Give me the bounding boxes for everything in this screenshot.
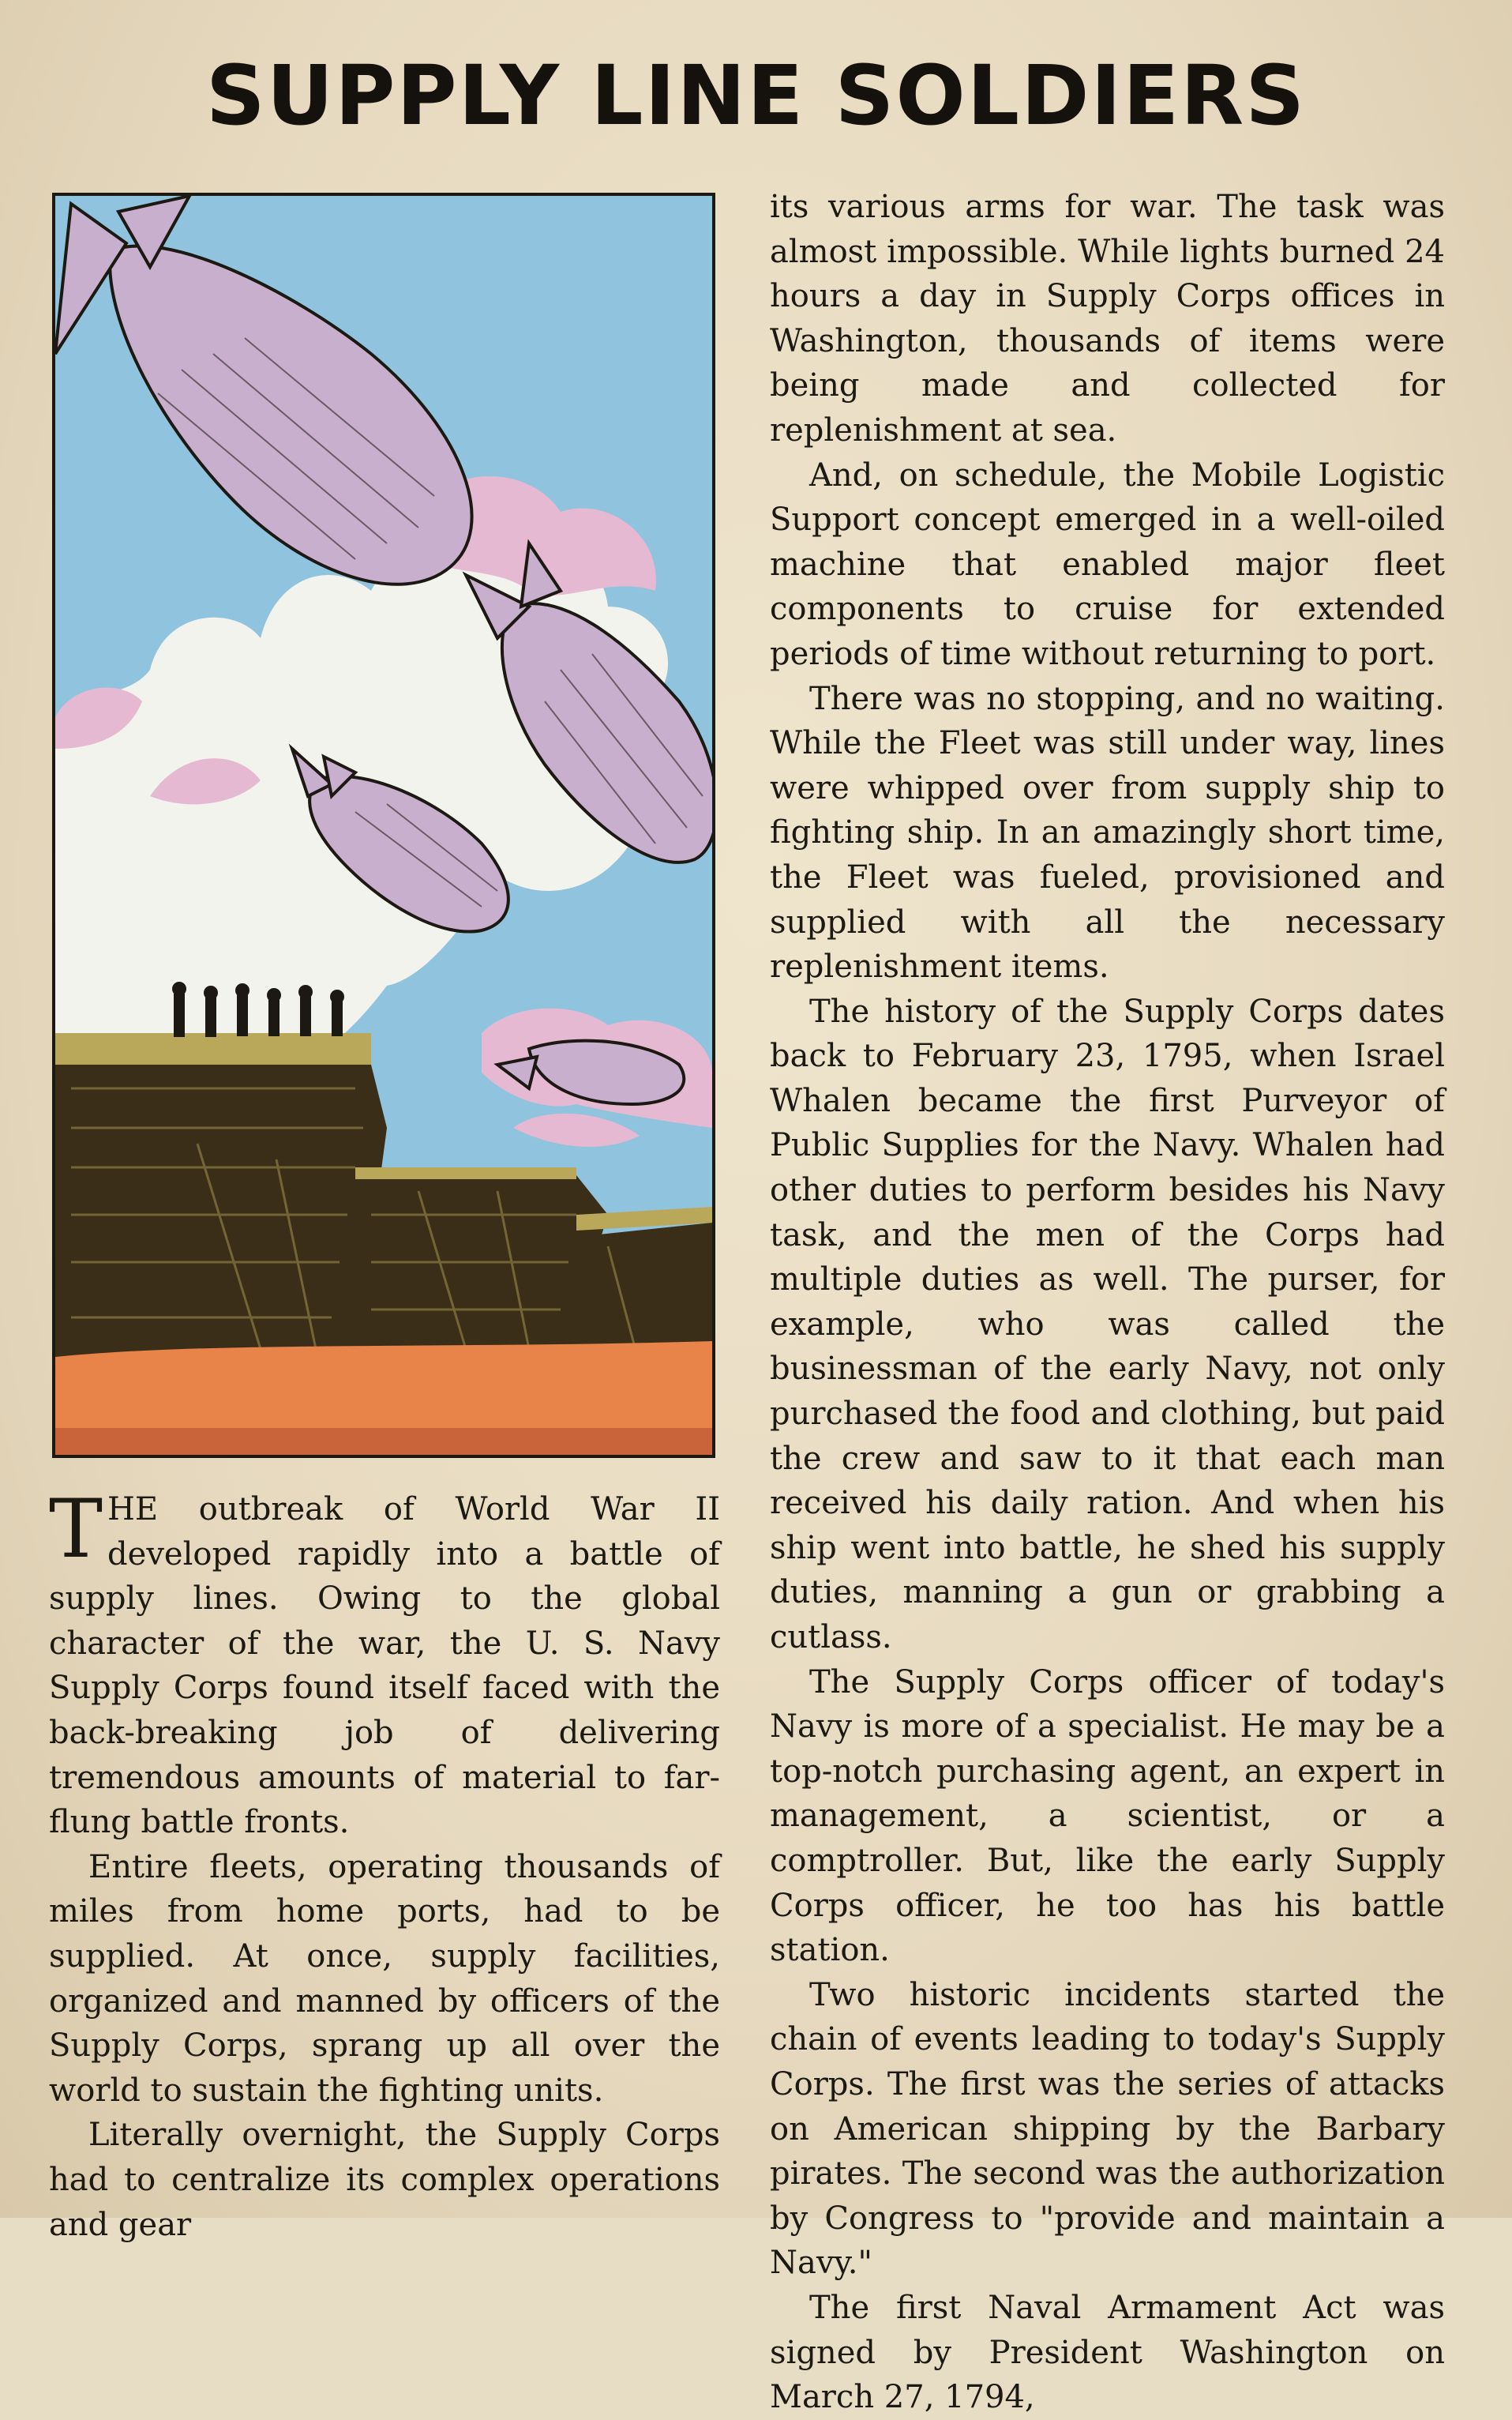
paragraph: There was no stopping, and no waiting. While the Fleet was still under way, lines were whipped over from supply ship to fighting ship. In an amazingly short time, the Fleet was fueled, provisioned and supplied with all the necessary replenishment items. bbox=[770, 680, 1445, 986]
barrage-balloons-illustration bbox=[52, 193, 715, 1458]
left-text-column bbox=[49, 1482, 720, 2247]
page-title: SUPPLY LINE SOLDIERS bbox=[205, 47, 1307, 144]
opening-paragraph-text: HE outbreak of World War II developed rapidly into a battle of supply lines. Owing to the global character of the war, the U. S. Navy Supply Corps found itself faced with the back-breaking job of delivering tremendous amounts of material to far-flung battle fronts. bbox=[49, 1491, 720, 1841]
paragraph: Entire fleets, operating thousands of miles from home ports, had to be supplied. At once, supply facilities, organized and manned by officers of the Supply Corps, sprang up all over the world to sustain the fighting units. bbox=[49, 1848, 720, 2109]
paragraph: The history of the Supply Corps dates back to February 23, 1795, when Israel Whalen became the first Purveyor of Public Supplies for the Navy. Whalen had other duties to perform besides his Navy task, and the men of the Corps had multiple duties as well. The purser, for example, who was called the businessman of the early Navy, not only purchased the food and clothing, but paid the crew and saw to it that each man received his daily ration. And when his ship went into battle, he shed his supply duties, manning a gun or grabbing a cutlass. bbox=[770, 993, 1445, 1655]
paragraph: The first Naval Armament Act was signed by President Washington on March 27, 1794, bbox=[770, 2289, 1445, 2416]
drop-cap: T bbox=[49, 1482, 103, 1576]
paragraph: The Supply Corps officer of today's Navy is more of a specialist. He may be a top-notch purchasing agent, an expert in management, a scientist, or a comptroller. But, like the early Supply Corps officer, he too has his battle station. bbox=[770, 1663, 1445, 1969]
right-text-column bbox=[770, 185, 1445, 2420]
paragraph: And, on schedule, the Mobile Logistic Support concept emerged in a well-oiled machine that enabled major fleet components to cruise for extended periods of time without returning to port. bbox=[770, 457, 1445, 672]
illustration-artwork bbox=[55, 196, 712, 1455]
paragraph: Literally overnight, the Supply Corps had to centralize its complex operations and gear bbox=[49, 2117, 720, 2243]
paragraph: Two historic incidents started the chain of events leading to today's Supply Corps. The first was the series of attacks on American shipping by the Barbary pirates. The second was the authorization by Congress to "provide and maintain a Navy." bbox=[770, 1976, 1445, 2282]
continued-paragraph: its various arms for war. The task was almost impossible. While lights burned 24 hours a day in Supply Corps offices in Washington, thousands of items were being made and collected for replenishment at sea. bbox=[770, 189, 1445, 449]
opening-paragraph bbox=[49, 1482, 720, 1845]
